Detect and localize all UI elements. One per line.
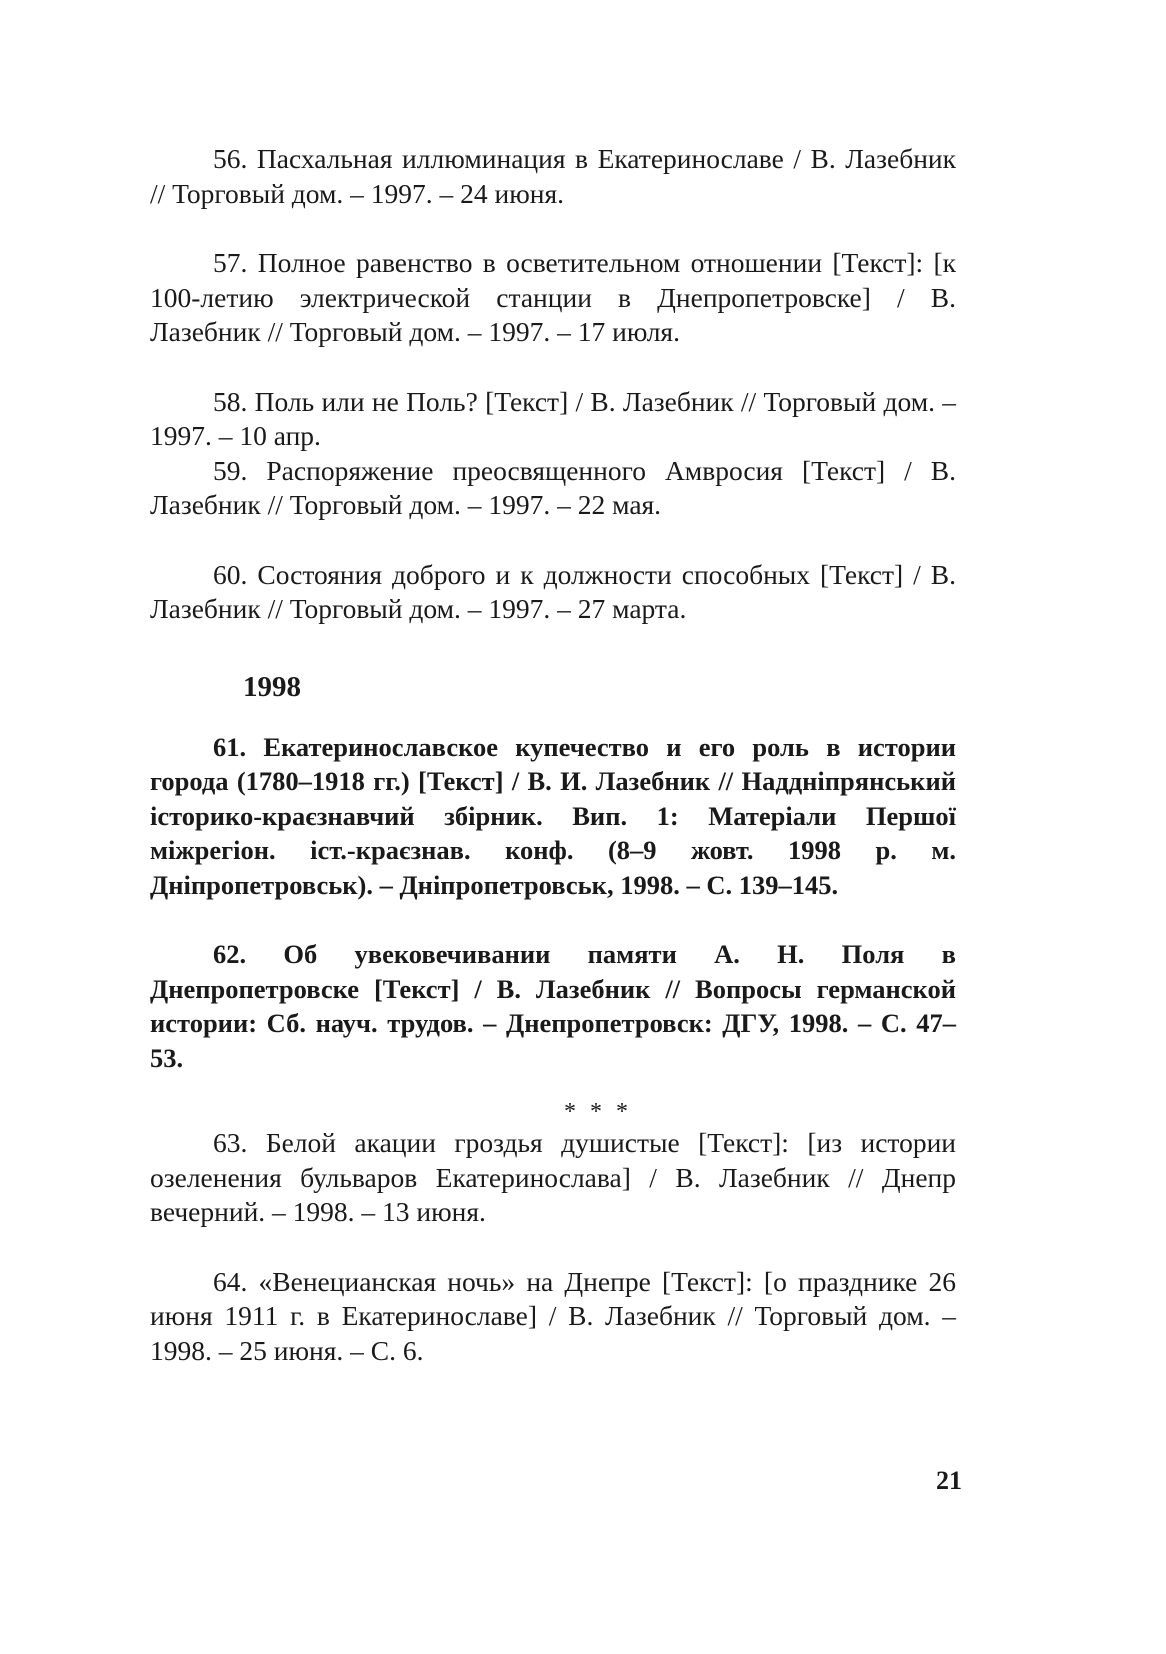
entry-number: 62.: [213, 939, 247, 969]
bibliography-entry-60: [150, 558, 956, 627]
bibliography-entry-58: [150, 385, 956, 454]
entry-text: Об увековечивании памяти А. Н. Поля в Днепропетровске [Текст] / В. Лазебник // Вопросы германской истории: Сб. науч. трудов. – Днепропетровск: ДГУ, 1998. – С. 47–53.: [150, 939, 956, 1073]
bibliography-entry-56: [150, 142, 956, 211]
entry-text: Поль или не Поль? [Текст] / В. Лазебник // Торговый дом. – 1997. – 10 апр.: [150, 385, 957, 451]
entry-text: Состояния доброго и к должности способных [Текст] / В. Лазебник // Торговый дом. – 1997. – 27 марта.: [150, 558, 957, 624]
entry-text: Пасхальная иллюминация в Екатеринославе / В. Лазебник // Торговый дом. – 1997. – 24 июня.: [150, 143, 956, 209]
entry-number: 63.: [213, 1127, 248, 1158]
entry-number: 64.: [213, 1265, 248, 1297]
bibliography-entry-64: [150, 1265, 956, 1369]
entry-text: «Венецианская ночь» на Днепре [Текст]: [о празднике 26 июня 1911 г. в Екатеринославе] / В. Лазебник // Торговый дом. – 1998. – 25 июня. – С. 6.: [150, 1265, 956, 1366]
entry-text: Белой акации гроздья душистые [Текст]: [из истории озеленения бульваров Екатеринослава] / В. Лазебник // Днепр вечерний. – 1998. – 13 июня.: [150, 1127, 957, 1227]
entry-text: Екатеринославское купечество и его роль в истории города (1780–1918 гг.) [Текст] / В. И. Лазебник // Наддніпрянський історико-краєзнавчий збірник. Вип. 1: Матеріали Першої міжрегіон. іст.-краєзнав. конф. (8–9 жовт. 1998 р. м. Дніпропетровськ). – Дніпропетровськ, 1998. – С. 139–145.: [150, 731, 957, 900]
entry-number: 61.: [213, 731, 247, 762]
section-separator: * * *: [564, 1099, 632, 1125]
bibliography-entry-62: [150, 937, 956, 1075]
bibliography-entry-63: [150, 1126, 956, 1230]
entry-number: 58.: [213, 385, 248, 417]
entry-number: 57.: [213, 247, 248, 278]
bibliography-entry-61: [150, 730, 956, 903]
page-number: 21: [936, 1466, 962, 1495]
bibliography-entry-59: [150, 454, 956, 523]
entry-text: Полное равенство в осветительном отношении [Текст]: [к 100-летию электрической станции в Днепропетровске] / В. Лазебник // Торговый дом. – 1997. – 17 июля.: [150, 247, 956, 347]
page-content: [150, 142, 956, 1368]
entry-number: 56.: [213, 143, 248, 174]
entry-number: 59.: [213, 454, 248, 486]
entry-text: Распоряжение преосвященного Амвросия [Текст] / В. Лазебник // Торговый дом. – 1997. – 22 мая.: [150, 454, 956, 520]
entry-number: 60.: [213, 558, 248, 590]
year-heading: 1998: [243, 670, 301, 703]
bibliography-entry-57: [150, 246, 956, 350]
